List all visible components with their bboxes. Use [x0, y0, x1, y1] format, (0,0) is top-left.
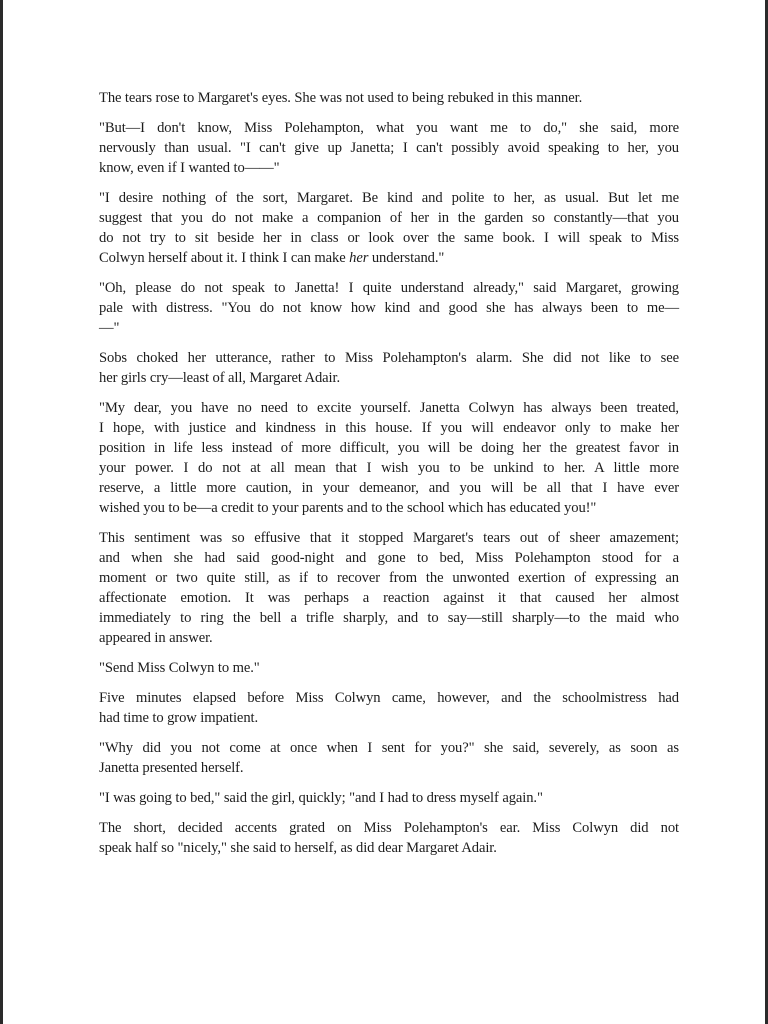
text-line: I hope, with justice and kindness in this house. If you will endeavor only to make her: [99, 420, 679, 436]
text-line: position in life less instead of more difficult, you will be doing her the greatest favor in: [99, 440, 679, 456]
paragraph: [99, 688, 679, 728]
text-line: affectionate emotion. It was perhaps a reaction against it that caused her almost: [99, 590, 679, 606]
paragraph: [99, 528, 679, 648]
text-line: "Send Miss Colwyn to me.": [99, 660, 260, 676]
text-line: The short, decided accents grated on Miss Polehampton's ear. Miss Colwyn did not: [99, 820, 679, 836]
text-line: "Oh, please do not speak to Janetta! I quite understand already," said Margaret, growing: [99, 280, 679, 296]
text-line: This sentiment was so effusive that it stopped Margaret's tears out of sheer amazement;: [99, 530, 679, 546]
text-line: reserve, a little more caution, in your demeanor, and you will be all that I have ever: [99, 480, 679, 496]
text-line: —": [99, 320, 120, 336]
text-line: "My dear, you have no need to excite yourself. Janetta Colwyn has always been treated,: [99, 400, 679, 416]
paragraph: [99, 658, 679, 678]
text-line: had time to grow impatient.: [99, 710, 259, 726]
text-line: wished you to be—a credit to your parents and to the school which has educated you!": [99, 500, 597, 516]
text-line: "Why did you not come at once when I sent for you?" she said, severely, as soon as: [99, 740, 679, 756]
text-line: know, even if I wanted to——": [99, 160, 280, 176]
emphasized-word: her: [349, 250, 369, 266]
text-line: [99, 248, 679, 268]
text-line: "I desire nothing of the sort, Margaret. Be kind and polite to her, as usual. But let me: [99, 190, 679, 206]
text-line: "I was going to bed," said the girl, quickly; "and I had to dress myself again.": [99, 790, 543, 806]
text-line: her girls cry—least of all, Margaret Adair.: [99, 370, 341, 386]
text-line: do not try to sit beside her in class or look over the same book. I will speak to Miss: [99, 230, 679, 246]
text-line: your power. I do not at all mean that I wish you to be unkind to her. A little more: [99, 460, 679, 476]
paragraph: [99, 788, 679, 808]
paragraph: [99, 348, 679, 388]
text-line: speak half so "nicely," she said to herself, as did dear Margaret Adair.: [99, 840, 497, 856]
paragraph: [99, 738, 679, 778]
paragraph: [99, 278, 679, 338]
text-line: pale with distress. "You do not know how kind and good she has always been to me—: [99, 300, 679, 316]
paragraph: [99, 118, 679, 178]
text-line: Five minutes elapsed before Miss Colwyn came, however, and the schoolmistress had: [99, 690, 679, 706]
paragraph: [99, 188, 679, 268]
text-line: Janetta presented herself.: [99, 760, 244, 776]
text-line: suggest that you do not make a companion of her in the garden so constantly—that you: [99, 210, 679, 226]
text-segment: understand.": [368, 250, 445, 266]
paragraph: [99, 398, 679, 518]
document-body: [99, 88, 679, 868]
paragraph: [99, 88, 679, 108]
paragraph: [99, 818, 679, 858]
text-line: appeared in answer.: [99, 630, 213, 646]
text-line: and when she had said good-night and gone to bed, Miss Polehampton stood for a: [99, 550, 679, 566]
text-line: "But—I don't know, Miss Polehampton, what you want me to do," she said, more: [99, 120, 679, 136]
text-segment: Colwyn herself about it. I think I can make: [99, 250, 350, 266]
text-line: moment or two quite still, as if to recover from the unwonted exertion of expressing an: [99, 570, 679, 586]
text-line: immediately to ring the bell a trifle sharply, and to say—still sharply—to the maid who: [99, 610, 679, 626]
text-line: The tears rose to Margaret's eyes. She was not used to being rebuked in this manner.: [99, 90, 583, 106]
text-line: Sobs choked her utterance, rather to Miss Polehampton's alarm. She did not like to see: [99, 350, 679, 366]
text-line: nervously than usual. "I can't give up Janetta; I can't possibly avoid speaking to her, you: [99, 140, 679, 156]
